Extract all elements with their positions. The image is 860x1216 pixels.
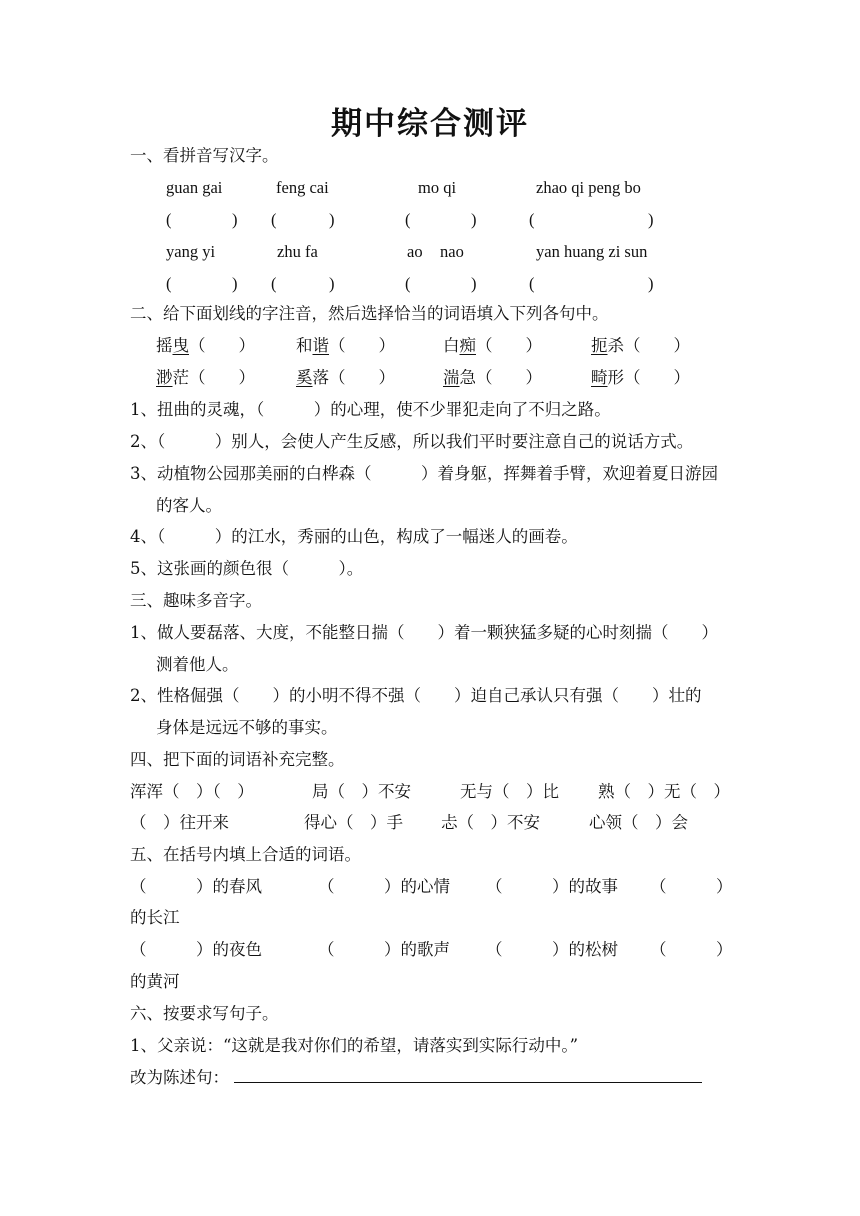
word-item: 湍急（ ） (443, 368, 542, 387)
word-item: 和谐（ ） (296, 336, 395, 355)
s3-question-2-cont: 身体是远远不够的事实。 (156, 718, 338, 737)
answer-paren-close: ) (329, 274, 335, 293)
s3-question-1: 1、做人要磊落、大度，不能整日揣（ ）着一颗狭猛多疑的心时刻揣（ ） (130, 623, 718, 642)
idiom-item: 得心（ ）手 (304, 813, 403, 832)
answer-paren-close: ) (232, 274, 238, 293)
section-3-heading: 三、趣味多音字。 (130, 591, 262, 610)
idiom-item: 熟（ ）无（ ） (598, 782, 730, 801)
pinyin-4: zhao qi peng bo (536, 178, 641, 197)
answer-blank-line[interactable] (234, 1082, 702, 1083)
s2-question-2: 2、（ ）别人，会使人产生反感，所以我们平时要注意自己的说话方式。 (130, 432, 694, 451)
word-item: 摇曳（ ） (156, 336, 255, 355)
phrase-item: （ ） (650, 940, 733, 959)
pinyin-7b: nao (440, 242, 464, 261)
idiom-item: 无与（ ）比 (460, 782, 559, 801)
answer-paren-open: ( (529, 274, 535, 293)
phrase-item: （ ） (650, 877, 733, 896)
section-5-heading: 五、在括号内填上合适的词语。 (130, 845, 361, 864)
section-4-heading: 四、把下面的词语补充完整。 (130, 750, 345, 769)
answer-paren-open: ( (166, 274, 172, 293)
phrase-item: （ ）的松树 (486, 940, 618, 959)
phrase-item-cont: 的黄河 (130, 972, 180, 991)
answer-paren-close: ) (471, 274, 477, 293)
word-item: 渺茫（ ） (156, 368, 255, 387)
idiom-item: 心领（ ）会 (589, 813, 688, 832)
s2-question-5: 5、这张画的颜色很（ ）。 (130, 559, 364, 578)
pinyin-5: yang yi (166, 242, 216, 261)
s6-question-1: 1、父亲说：“这就是我对你们的希望，请落实到实际行动中。” (130, 1036, 579, 1055)
answer-paren-close: ) (329, 210, 335, 229)
pinyin-7a: ao (407, 242, 423, 261)
phrase-item: （ ）的夜色 (130, 940, 262, 959)
s3-question-1-cont: 测着他人。 (156, 655, 239, 674)
s2-question-3: 3、动植物公园那美丽的白桦森（ ）着身躯，挥舞着手臂，欢迎着夏日游园 (130, 464, 718, 483)
phrase-item: （ ）的故事 (486, 877, 618, 896)
section-2-heading: 二、给下面划线的字注音，然后选择恰当的词语填入下列各句中。 (130, 304, 609, 323)
pinyin-2: feng cai (276, 178, 329, 197)
idiom-item: 忐（ ）不安 (441, 813, 540, 832)
page-title: 期中综合测评 (331, 106, 529, 142)
s3-question-2: 2、性格倔强（ ）的小明不得不强（ ）迫自己承认只有强（ ）壮的 (130, 686, 702, 705)
idiom-item: 浑浑（ ）（ ） (130, 782, 254, 801)
answer-paren-open: ( (166, 210, 172, 229)
answer-paren-open: ( (405, 210, 411, 229)
answer-paren-open: ( (529, 210, 535, 229)
s6-answer-prompt: 改为陈述句： (130, 1068, 229, 1087)
word-item: 奚落（ ） (296, 368, 395, 387)
answer-paren-close: ) (471, 210, 477, 229)
pinyin-3: mo qi (418, 178, 457, 197)
answer-paren-close: ) (232, 210, 238, 229)
phrase-item: （ ）的春风 (130, 877, 262, 896)
s2-question-1: 1、扭曲的灵魂，（ ）的心理，使不少罪犯走向了不归之路。 (130, 400, 611, 419)
word-item: 扼杀（ ） (591, 336, 690, 355)
word-item: 畸形（ ） (591, 368, 690, 387)
s2-question-3-cont: 的客人。 (156, 496, 222, 515)
pinyin-6: zhu fa (277, 242, 318, 261)
idiom-item: （ ）往开来 (130, 813, 229, 832)
pinyin-8: yan huang zi sun (536, 242, 648, 261)
phrase-item: （ ）的歌声 (318, 940, 450, 959)
section-6-heading: 六、按要求写句子。 (130, 1004, 279, 1023)
answer-paren-open: ( (405, 274, 411, 293)
answer-paren-close: ) (648, 210, 654, 229)
idiom-item: 局（ ）不安 (312, 782, 411, 801)
s2-question-4: 4、（ ）的江水，秀丽的山色，构成了一幅迷人的画卷。 (130, 527, 578, 546)
answer-paren-open: ( (271, 210, 277, 229)
word-item: 白痴（ ） (443, 336, 542, 355)
pinyin-1: guan gai (166, 178, 223, 197)
answer-paren-open: ( (271, 274, 277, 293)
phrase-item-cont: 的长江 (130, 908, 180, 927)
phrase-item: （ ）的心情 (318, 877, 450, 896)
section-1-heading: 一、看拼音写汉字。 (130, 146, 279, 165)
answer-paren-close: ) (648, 274, 654, 293)
